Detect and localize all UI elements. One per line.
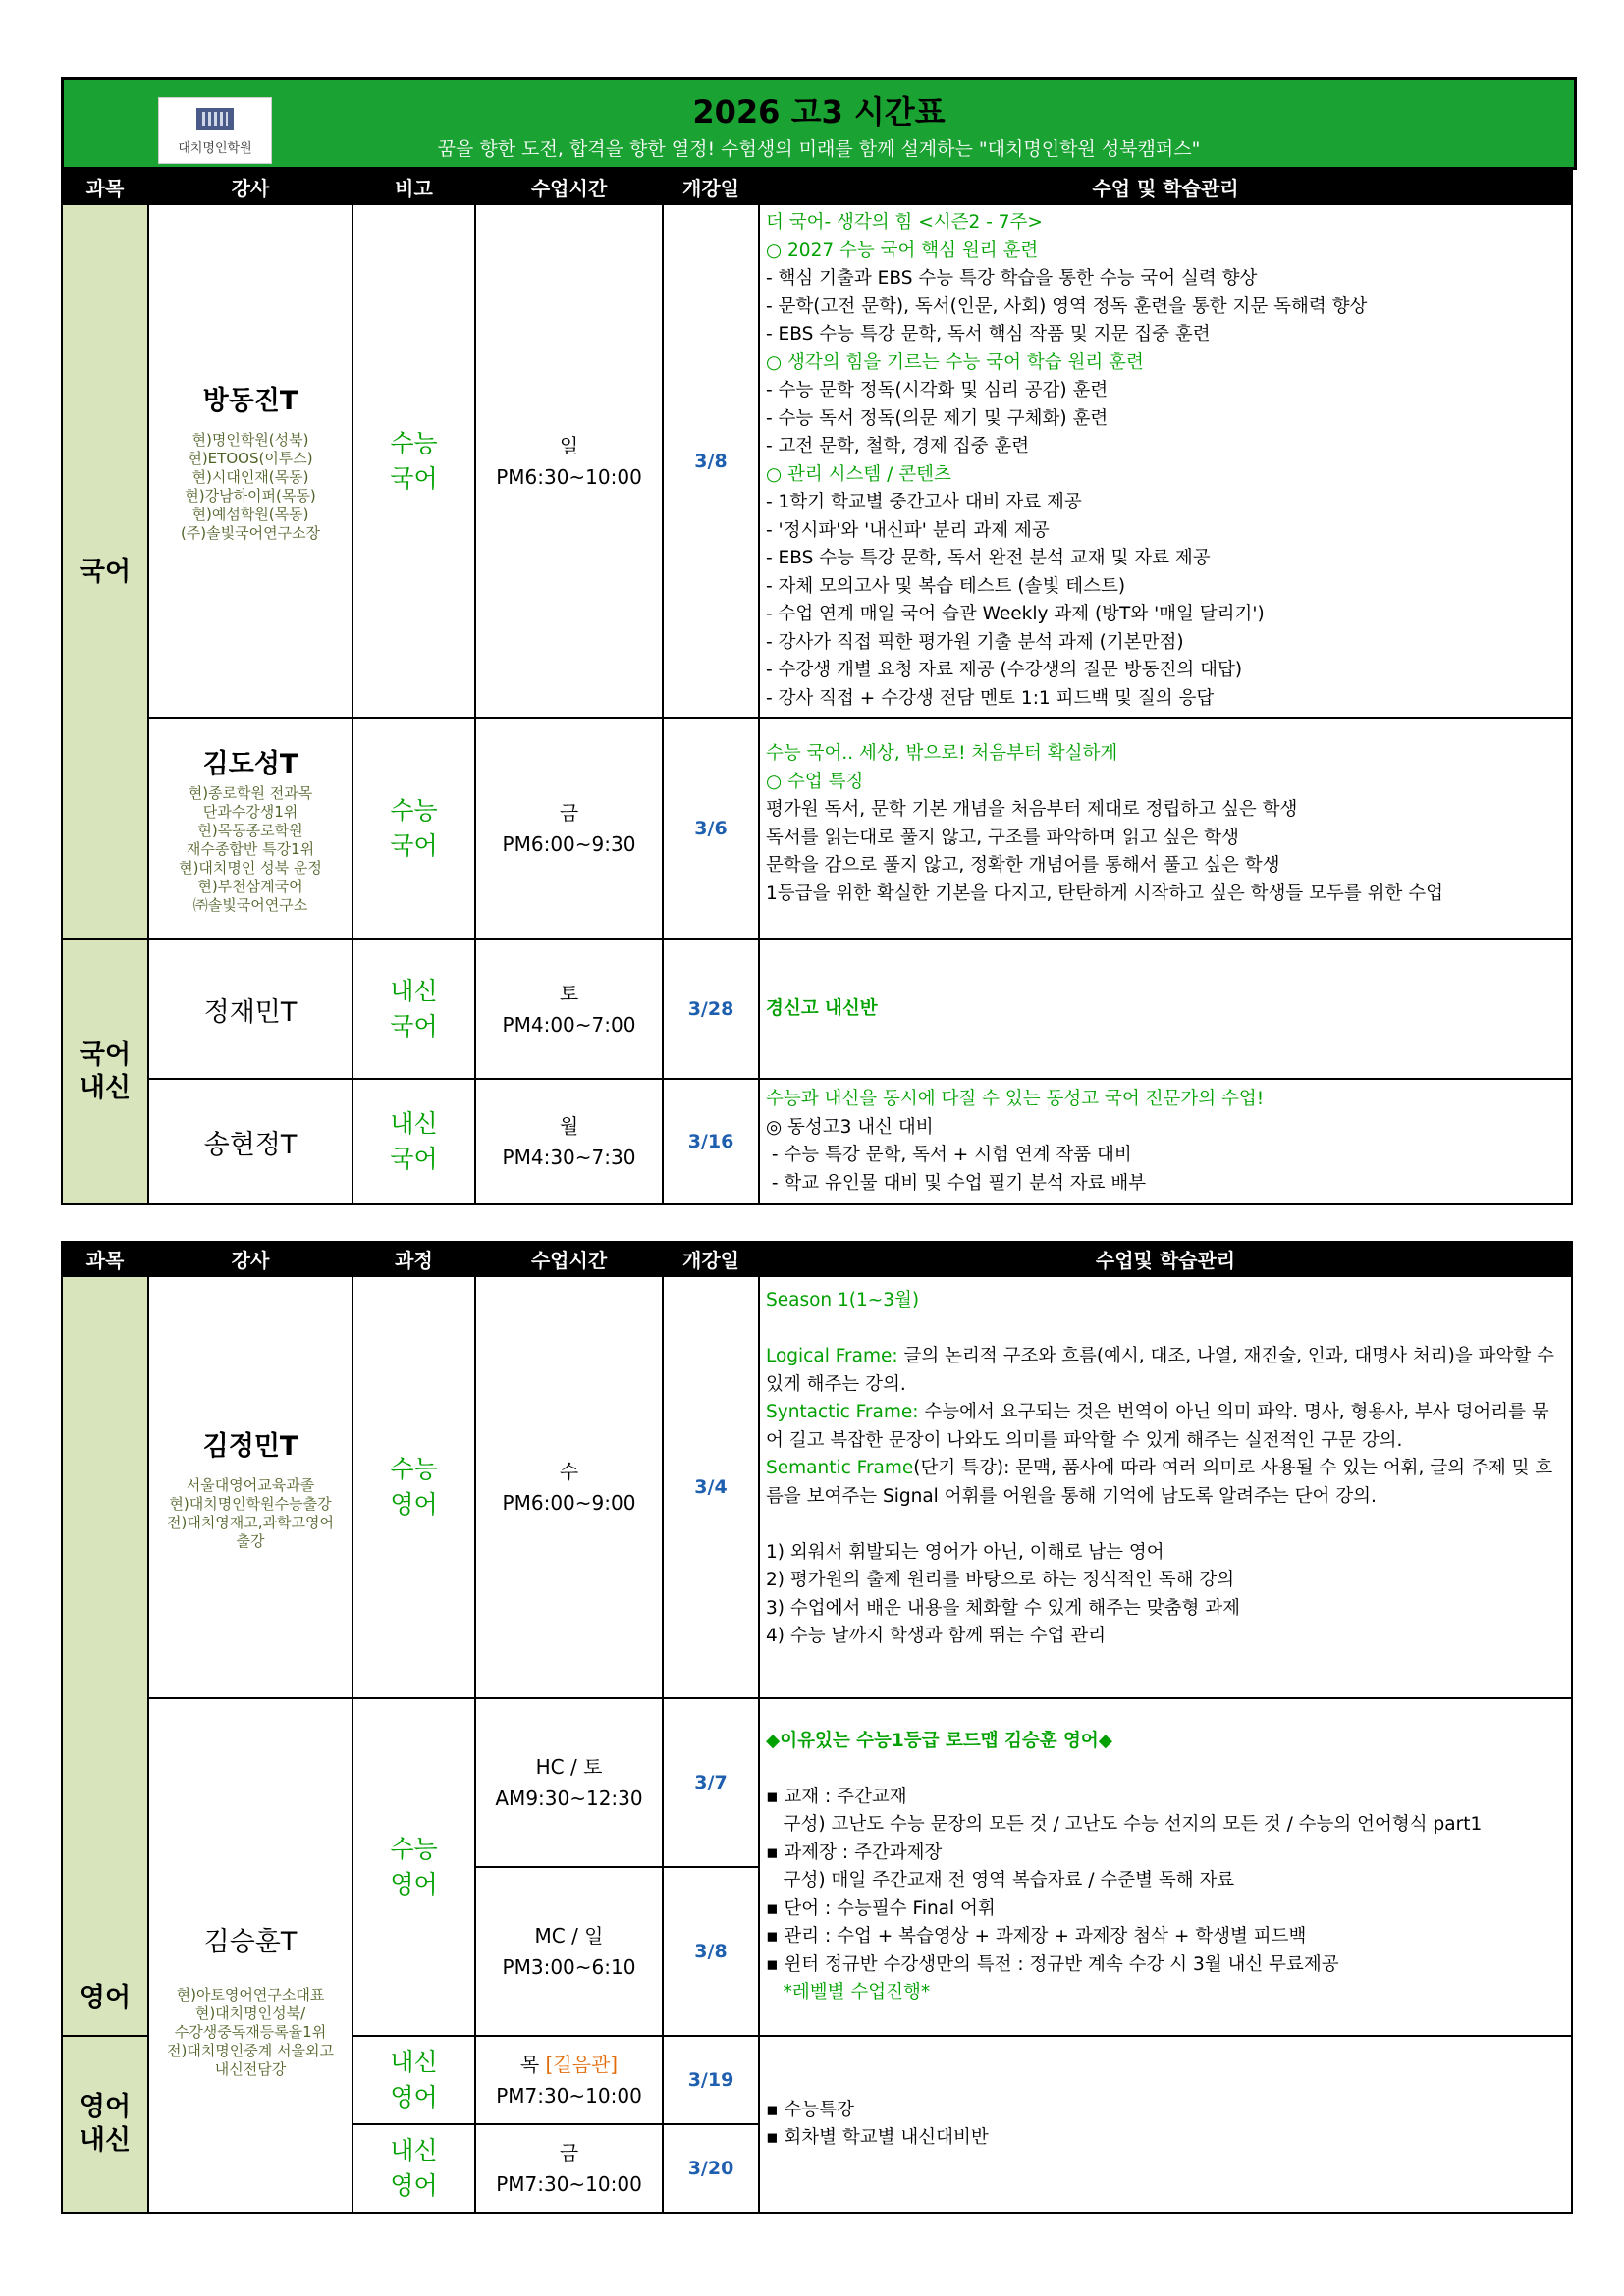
course-note: 수능 국어	[352, 204, 475, 718]
course-description: Season 1(1~3월) Logical Frame: 글의 논리적 구조와 흐름(예시, 대조, 나열, 재진술, 인과, 대명사 처리)을 파악할 수 있게 해주는 강의. Syntactic Frame: 수능에서 요구되는 것은 번역이 아닌 의미 파악. 명사, 형용사, 부사 덩어리를 묶어 길고 복잡한 문장이 나와도 의미를 파악할 수 있게 해주는 실전적인 구문 강의. Semantic Frame(단기 특강): 문맥, 품사에 따라 여러 의미로 사용될 수 있는 어휘, 글의 주제 및 흐름을 보여주는 Signal 어휘를 어원을 통해 기억에 남도록 알려주는 단어 강의. 1) 외워서 휘발되는 영어가 아닌, 이해로 남는 영어 2) 평가원의 출제 원리를 바탕으로 하는 정석적인 독해 강의 3) 수업에서 배운 내용을 체화할 수 있게 해주는 맞춤형 과제 4) 수능 날까지 학생과 함께 뛰는 수업 관리	[759, 1276, 1572, 1698]
teacher-cell	[148, 1698, 352, 2213]
class-time: 일 PM6:30~10:00	[475, 204, 663, 718]
teacher-cell	[148, 718, 352, 939]
table-row	[62, 1276, 1572, 1698]
page-title: 2026 고3 시간표	[692, 93, 946, 131]
header-description: 수업 및 학습관리	[759, 170, 1572, 204]
teacher-name: 김도성T	[202, 749, 298, 779]
header-note: 비고	[352, 170, 475, 204]
teacher-name: 방동진T	[202, 386, 298, 416]
table-row	[62, 204, 1572, 718]
course-note: 내신 영어	[352, 2124, 475, 2213]
open-date: 3/19	[663, 2036, 759, 2124]
teacher-cell	[148, 1079, 352, 1204]
header-subject: 과목	[62, 1242, 148, 1276]
header-course: 과정	[352, 1242, 475, 1276]
open-date: 3/4	[663, 1276, 759, 1698]
class-time: MC / 일 PM3:00~6:10	[475, 1867, 663, 2036]
course-note: 수능 국어	[352, 718, 475, 939]
class-time: 금 PM7:30~10:00	[475, 2124, 663, 2213]
logo-text: 대치명인학원	[178, 141, 252, 156]
course-note: 내신 영어	[352, 2036, 475, 2124]
class-time: 토 PM4:00~7:00	[475, 939, 663, 1079]
open-date: 3/16	[663, 1079, 759, 1204]
page-subtitle: 꿈을 향한 도전, 합격을 향한 열정! 수험생의 미래를 함께 설계하는 "대치명인학원 성북캠퍼스"	[437, 138, 1201, 160]
korean-schedule-table	[61, 169, 1571, 1205]
course-note: 수능 영어	[352, 1698, 475, 2036]
teacher-credentials: 현)종로학원 전과목 단과수강생1위 현)목동종로학원 재수종합반 특강1위 현)대치명인 성북 운정 현)부천삼계국어 ㈜솔빛국어연구소	[179, 784, 322, 914]
header-banner	[61, 77, 1577, 170]
class-time: 월 PM4:30~7:30	[475, 1079, 663, 1204]
class-time: 목 [길음관] PM7:30~10:00	[475, 2036, 663, 2124]
subject-cell: 국어	[62, 204, 148, 939]
course-description: 더 국어- 생각의 힘 <시즌2 - 7주> ○ 2027 수능 국어 핵심 원리 훈련 - 핵심 기출과 EBS 수능 특강 학습을 통한 수능 국어 실력 향상 - 문학(고전 문학), 독서(인문, 사회) 영역 정독 훈련을 통한 지문 독해력 향상 - EBS 수능 특강 문학, 독서 핵심 작품 및 지문 집중 훈련 ○ 생각의 힘을 기르는 수능 국어 학습 원리 훈련 - 수능 문학 정독(시각화 및 심리 공감) 훈련 - 수능 독서 정독(의문 제기 및 구체화) 훈련 - 고전 문학, 철학, 경제 집중 훈련 ○ 관리 시스템 / 콘텐츠 - 1학기 학교별 중간고사 대비 자료 제공 - '정시파'와 '내신파' 분리 과제 제공 - EBS 수능 특강 문학, 독서 완전 분석 교재 및 자료 제공 - 자체 모의고사 및 복습 테스트 (솔빛 테스트) - 수업 연계 매일 국어 습관 Weekly 과제 (방T와 '매일 달리기') - 강사가 직접 픽한 평가원 기출 분석 과제 (기본만점) - 수강생 개별 요청 자료 제공 (수강생의 질문 방동진의 대답) - 강사 직접 + 수강생 전담 멘토 1:1 피드백 및 질의 응답	[759, 204, 1572, 718]
teacher-name: 김정민T	[202, 1430, 298, 1462]
table-row	[62, 1079, 1572, 1204]
header-open-date: 개강일	[663, 170, 759, 204]
open-date: 3/8	[663, 204, 759, 718]
course-note: 수능 영어	[352, 1276, 475, 1698]
teacher-name: 정재민T	[203, 996, 298, 1028]
open-date: 3/28	[663, 939, 759, 1079]
course-note: 내신 국어	[352, 939, 475, 1079]
class-time: 금 PM6:00~9:30	[475, 718, 663, 939]
course-description: ▪ 수능특강 ▪ 회차별 학교별 내신대비반	[759, 2036, 1572, 2213]
course-description: 경신고 내신반	[759, 939, 1572, 1079]
teacher-cell	[148, 1276, 352, 1698]
course-note: 내신 국어	[352, 1079, 475, 1204]
teacher-credentials: 서울대영어교육과졸 현)대치명인학원수능출강 전)대치영재고,과학고영어 출강	[166, 1475, 334, 1550]
header-open-date: 개강일	[663, 1242, 759, 1276]
course-description: 수능과 내신을 동시에 다질 수 있는 동성고 국어 전문가의 수업! ◎ 동성고3 내신 대비 - 수능 특강 문학, 독서 + 시험 연계 작품 대비 - 학교 유인물 대비 및 수업 필기 분석 자료 배부	[759, 1079, 1572, 1204]
class-time: 수 PM6:00~9:00	[475, 1276, 663, 1698]
subject-cell: 영어	[62, 1276, 148, 2036]
open-date: 3/20	[663, 2124, 759, 2213]
course-description: 수능 국어.. 세상, 밖으로! 처음부터 확실하게 ○ 수업 특징 평가원 독서, 문학 기본 개념을 처음부터 제대로 정립하고 싶은 학생 독서를 읽는대로 풀지 않고, 구조를 파악하며 읽고 싶은 학생 문학을 감으로 풀지 않고, 정확한 개념어를 통해서 풀고 싶은 학생 1등급을 위한 확실한 기본을 다지고, 탄탄하게 시작하고 싶은 학생들 모두를 위한 수업	[759, 718, 1572, 939]
table-row	[62, 718, 1572, 939]
header-teacher: 강사	[148, 170, 352, 204]
subject-cell: 국어 내신	[62, 939, 148, 1204]
class-time: HC / 토 AM9:30~12:30	[475, 1698, 663, 1867]
course-description: ◆이유있는 수능1등급 로드맵 김승훈 영어◆ ▪ 교재 : 주간교재 구성) 고난도 수능 문장의 모든 것 / 고난도 수능 선지의 모든 것 / 수능의 언어형식 part1 ▪ 과제장 : 주간과제장 구성) 매일 주간교재 전 영역 복습자료 / 수준별 독해 자료 ▪ 단어 : 수능필수 Final 어휘 ▪ 관리 : 수업 + 복습영상 + 과제장 + 과제장 첨삭 + 학생별 피드백 ▪ 윈터 정규반 수강생만의 특전 : 정규반 계속 수강 시 3월 내신 무료제공 *레벨별 수업진행*	[759, 1698, 1572, 2036]
header-description: 수업및 학습관리	[759, 1242, 1572, 1276]
header-teacher: 강사	[148, 1242, 352, 1276]
teacher-name: 김승훈T	[203, 1927, 298, 1957]
teacher-cell	[148, 204, 352, 718]
teacher-credentials: 현)명인학원(성북) 현)ETOOS(이투스) 현)시대인재(목동) 현)강남하이퍼(목동) 현)예섬학원(목동) (주)솔빛국어연구소장	[180, 431, 321, 542]
header-time: 수업시간	[475, 170, 663, 204]
table-row	[62, 939, 1572, 1079]
table-row	[62, 1698, 1572, 1867]
open-date: 3/7	[663, 1698, 759, 1867]
header-time: 수업시간	[475, 1242, 663, 1276]
subject-cell: 영어 내신	[62, 2036, 148, 2213]
english-schedule-table	[61, 1241, 1571, 2214]
open-date: 3/6	[663, 718, 759, 939]
header-subject: 과목	[62, 170, 148, 204]
teacher-cell	[148, 939, 352, 1079]
teacher-name: 송현정T	[203, 1129, 298, 1160]
open-date: 3/8	[663, 1867, 759, 2036]
teacher-credentials: 현)아토영어연구소대표 현)대치명인성북/ 수강생중독재등록율1위 전)대치명인중계 서울외고 내신전담강	[166, 1986, 334, 2078]
